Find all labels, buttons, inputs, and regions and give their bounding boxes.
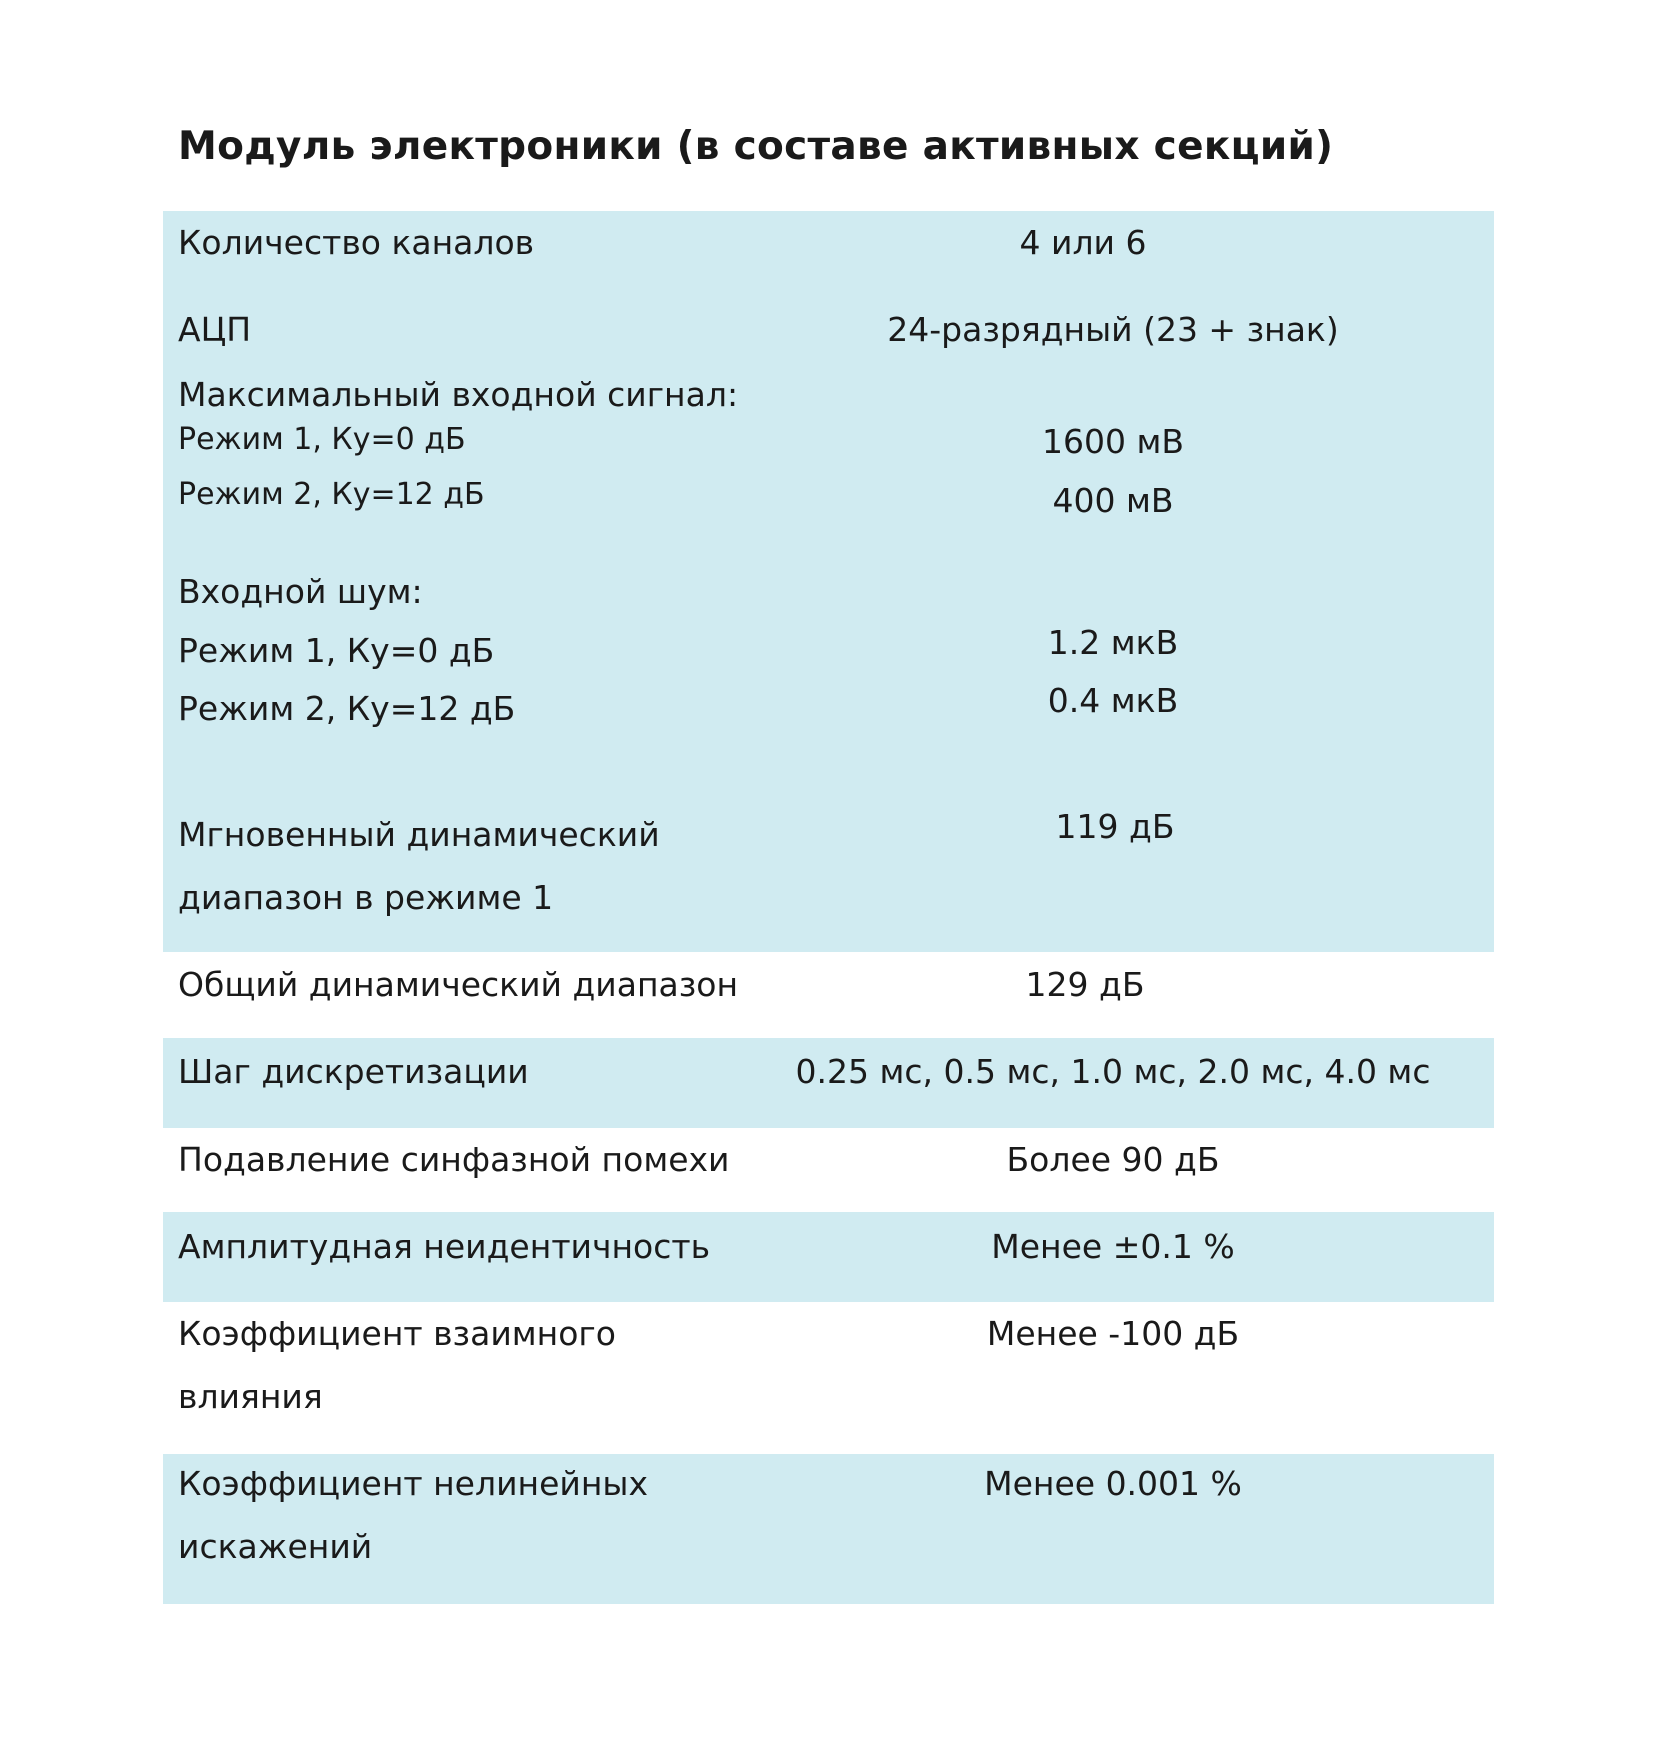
max-input-mode2-value: 400 мВ [1052, 481, 1174, 520]
cmrr-value: Более 90 дБ [1006, 1140, 1220, 1179]
distortion-value: Менее 0.001 % [984, 1464, 1242, 1503]
amplitude-value: Менее ±0.1 % [991, 1227, 1235, 1266]
distortion-label-line2: искажений [178, 1527, 373, 1566]
page-title: Модуль электроники (в составе активных секций) [178, 124, 1334, 169]
channels-value: 4 или 6 [1019, 223, 1147, 262]
amplitude-label: Амплитудная неидентичность [178, 1227, 711, 1266]
max-input-label: Максимальный входной сигнал: [178, 375, 739, 414]
input-noise-mode1-value: 1.2 мкВ [1047, 623, 1179, 662]
crosstalk-label-line1: Коэффициент взаимного [178, 1314, 616, 1353]
channels-label: Количество каналов [178, 223, 535, 262]
adc-value: 24-разрядный (23 + знак) [887, 310, 1339, 349]
input-noise-mode2-label: Режим 2, Ку=12 дБ [178, 689, 516, 728]
sampling-value: 0.25 мс, 0.5 мс, 1.0 мс, 2.0 мс, 4.0 мс [795, 1052, 1431, 1091]
adc-label: АЦП [178, 310, 252, 349]
input-noise-mode1-label: Режим 1, Ку=0 дБ [178, 631, 495, 670]
input-noise-label: Входной шум: [178, 572, 423, 611]
distortion-label-line1: Коэффициент нелинейных [178, 1464, 649, 1503]
instant-range-label-line2: диапазон в режиме 1 [178, 878, 554, 917]
instant-range-label-line1: Мгновенный динамический [178, 815, 660, 854]
max-input-mode2-label: Режим 2, Ку=12 дБ [178, 477, 485, 512]
max-input-mode1-value: 1600 мВ [1041, 422, 1185, 461]
input-noise-mode2-value: 0.4 мкВ [1047, 681, 1179, 720]
instant-range-value: 119 дБ [1055, 807, 1175, 846]
crosstalk-value: Менее -100 дБ [986, 1314, 1240, 1353]
total-range-label: Общий динамический диапазон [178, 965, 739, 1004]
sampling-label: Шаг дискретизации [178, 1052, 529, 1091]
cmrr-label: Подавление синфазной помехи [178, 1140, 730, 1179]
total-range-value: 129 дБ [1025, 965, 1145, 1004]
crosstalk-label-line2: влияния [178, 1377, 323, 1416]
max-input-mode1-label: Режим 1, Ку=0 дБ [178, 422, 466, 457]
